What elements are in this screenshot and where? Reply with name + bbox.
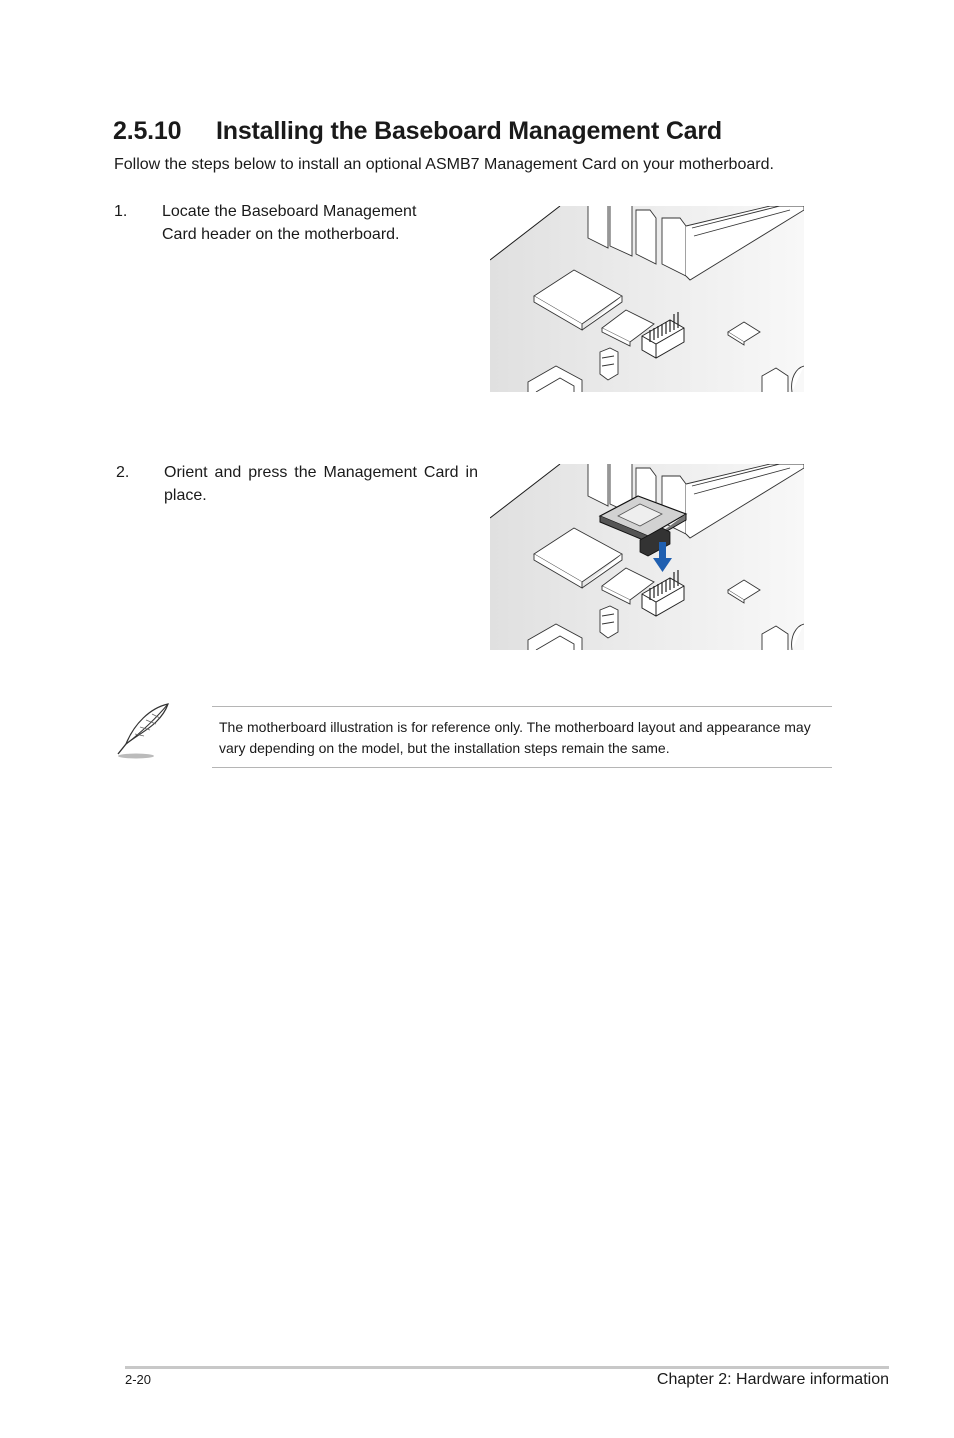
section-title: Installing the Baseboard Management Card [216, 117, 722, 145]
step-number: 2. [116, 464, 130, 481]
step-number: 1. [114, 203, 128, 220]
note-text: The motherboard illustration is for reference only. The motherboard layout and appearance may vary depending on the model, but the installation steps remain the same. [219, 719, 811, 756]
intro-paragraph: Follow the steps below to install an optional ASMB7 Management Card on your motherboard. [114, 156, 774, 173]
page-number: 2-20 [125, 1372, 152, 1387]
motherboard-header-illustration [490, 206, 804, 392]
step-text: Locate the Baseboard Management Card header on the motherboard. [162, 203, 417, 243]
note-box [212, 706, 832, 768]
feather-pen-icon [112, 700, 176, 762]
chapter-title: Chapter 2: Hardware information [656, 1371, 889, 1388]
management-card-install-illustration [490, 464, 804, 650]
section-number: 2.5.10 [113, 117, 182, 145]
step-text: Orient and press the Management Card in place. [164, 464, 478, 504]
footer-rule [125, 1366, 889, 1369]
section-heading [113, 117, 722, 146]
